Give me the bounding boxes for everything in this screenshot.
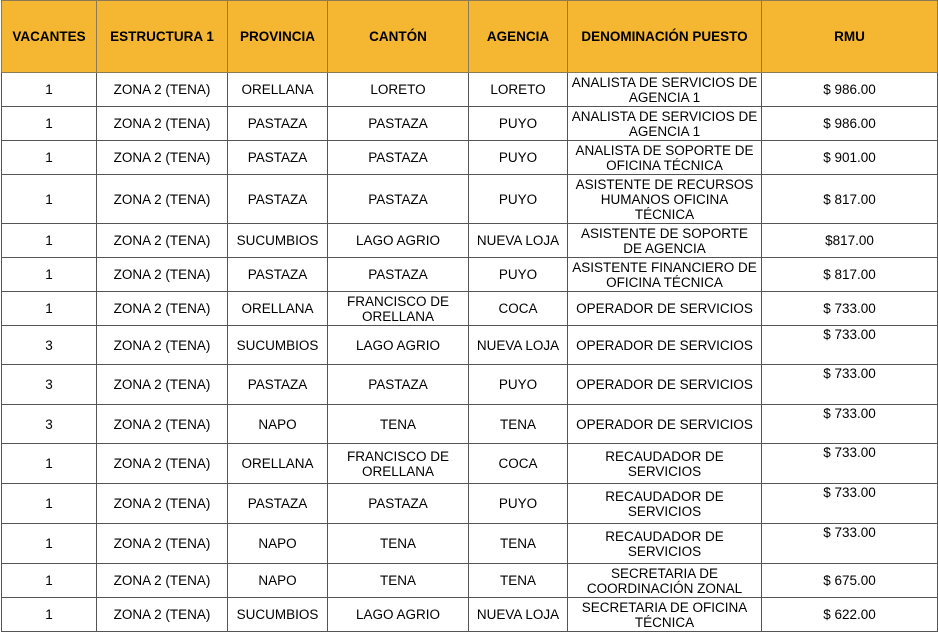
- cell-puesto: OPERADOR DE SERVICIOS: [568, 365, 762, 405]
- cell-provincia: ORELLANA: [228, 73, 328, 107]
- cell-estructura: ZONA 2 (TENA): [97, 326, 228, 365]
- cell-estructura: ZONA 2 (TENA): [97, 598, 228, 632]
- cell-vacantes: 1: [2, 292, 97, 326]
- cell-agencia: COCA: [469, 292, 568, 326]
- cell-rmu: $ 733.00: [762, 484, 938, 524]
- cell-agencia: COCA: [469, 444, 568, 484]
- cell-provincia: PASTAZA: [228, 175, 328, 224]
- cell-provincia: ORELLANA: [228, 292, 328, 326]
- cell-vacantes: 1: [2, 484, 97, 524]
- table-row: [2, 524, 938, 564]
- cell-provincia: PASTAZA: [228, 484, 328, 524]
- cell-agencia: PUYO: [469, 365, 568, 405]
- cell-agencia: PUYO: [469, 141, 568, 175]
- cell-puesto: RECAUDADOR DE SERVICIOS: [568, 484, 762, 524]
- cell-canton: PASTAZA: [328, 258, 469, 292]
- cell-vacantes: 1: [2, 73, 97, 107]
- cell-rmu: $ 901.00: [762, 141, 938, 175]
- cell-puesto: ASISTENTE DE SOPORTE DE AGENCIA: [568, 224, 762, 258]
- cell-provincia: NAPO: [228, 405, 328, 444]
- cell-vacantes: 1: [2, 598, 97, 632]
- header-rmu: RMU: [762, 1, 938, 73]
- cell-estructura: ZONA 2 (TENA): [97, 141, 228, 175]
- cell-estructura: ZONA 2 (TENA): [97, 484, 228, 524]
- cell-canton: LAGO AGRIO: [328, 598, 469, 632]
- table-row: [2, 484, 938, 524]
- cell-canton: LAGO AGRIO: [328, 326, 469, 365]
- cell-provincia: PASTAZA: [228, 141, 328, 175]
- cell-puesto: ANALISTA DE SERVICIOS DE AGENCIA 1: [568, 107, 762, 141]
- cell-agencia: TENA: [469, 564, 568, 598]
- cell-canton: TENA: [328, 405, 469, 444]
- cell-rmu: $ 986.00: [762, 73, 938, 107]
- table-row: [2, 365, 938, 405]
- cell-puesto: OPERADOR DE SERVICIOS: [568, 292, 762, 326]
- cell-vacantes: 1: [2, 258, 97, 292]
- cell-provincia: NAPO: [228, 524, 328, 564]
- cell-rmu: $ 622.00: [762, 598, 938, 632]
- cell-estructura: ZONA 2 (TENA): [97, 524, 228, 564]
- cell-agencia: NUEVA LOJA: [469, 598, 568, 632]
- header-agencia: AGENCIA: [469, 1, 568, 73]
- cell-vacantes: 1: [2, 444, 97, 484]
- table-body: [2, 73, 938, 632]
- cell-puesto: ASISTENTE DE RECURSOS HUMANOS OFICINA TÉCNICA: [568, 175, 762, 224]
- cell-puesto: OPERADOR DE SERVICIOS: [568, 326, 762, 365]
- cell-agencia: LORETO: [469, 73, 568, 107]
- cell-puesto: ASISTENTE FINANCIERO DE OFICINA TÉCNICA: [568, 258, 762, 292]
- cell-canton: FRANCISCO DE ORELLANA: [328, 444, 469, 484]
- cell-agencia: PUYO: [469, 175, 568, 224]
- header-denominacion: DENOMINACIÓN PUESTO: [568, 1, 762, 73]
- cell-vacantes: 1: [2, 107, 97, 141]
- cell-provincia: SUCUMBIOS: [228, 224, 328, 258]
- cell-canton: PASTAZA: [328, 365, 469, 405]
- cell-rmu: $ 733.00: [762, 524, 938, 564]
- cell-rmu: $ 986.00: [762, 107, 938, 141]
- cell-vacantes: 3: [2, 326, 97, 365]
- cell-agencia: NUEVA LOJA: [469, 326, 568, 365]
- cell-provincia: PASTAZA: [228, 107, 328, 141]
- cell-vacantes: 1: [2, 141, 97, 175]
- cell-puesto: OPERADOR DE SERVICIOS: [568, 405, 762, 444]
- cell-agencia: PUYO: [469, 107, 568, 141]
- cell-vacantes: 1: [2, 224, 97, 258]
- header-canton: CANTÓN: [328, 1, 469, 73]
- cell-estructura: ZONA 2 (TENA): [97, 292, 228, 326]
- cell-vacantes: 1: [2, 524, 97, 564]
- cell-rmu: $ 733.00: [762, 405, 938, 444]
- cell-vacantes: 1: [2, 175, 97, 224]
- cell-agencia: PUYO: [469, 484, 568, 524]
- vacancies-table: [1, 0, 938, 632]
- cell-provincia: SUCUMBIOS: [228, 326, 328, 365]
- cell-puesto: ANALISTA DE SOPORTE DE OFICINA TÉCNICA: [568, 141, 762, 175]
- table-row: [2, 292, 938, 326]
- cell-agencia: TENA: [469, 405, 568, 444]
- cell-provincia: PASTAZA: [228, 365, 328, 405]
- cell-puesto: RECAUDADOR DE SERVICIOS: [568, 444, 762, 484]
- cell-estructura: ZONA 2 (TENA): [97, 107, 228, 141]
- cell-canton: PASTAZA: [328, 175, 469, 224]
- table-row: [2, 73, 938, 107]
- table-row: [2, 175, 938, 224]
- cell-rmu: $ 817.00: [762, 175, 938, 224]
- table-row: [2, 224, 938, 258]
- cell-rmu: $ 733.00: [762, 444, 938, 484]
- cell-provincia: NAPO: [228, 564, 328, 598]
- cell-estructura: ZONA 2 (TENA): [97, 258, 228, 292]
- cell-canton: PASTAZA: [328, 141, 469, 175]
- cell-canton: PASTAZA: [328, 107, 469, 141]
- cell-provincia: PASTAZA: [228, 258, 328, 292]
- cell-estructura: ZONA 2 (TENA): [97, 405, 228, 444]
- table-row: [2, 258, 938, 292]
- cell-canton: FRANCISCO DE ORELLANA: [328, 292, 469, 326]
- cell-estructura: ZONA 2 (TENA): [97, 224, 228, 258]
- header-vacantes: VACANTES: [2, 1, 97, 73]
- table-row: [2, 326, 938, 365]
- table-row: [2, 598, 938, 632]
- table-row: [2, 405, 938, 444]
- cell-vacantes: 3: [2, 365, 97, 405]
- cell-puesto: RECAUDADOR DE SERVICIOS: [568, 524, 762, 564]
- table-row: [2, 564, 938, 598]
- cell-vacantes: 1: [2, 564, 97, 598]
- cell-rmu: $817.00: [762, 224, 938, 258]
- cell-estructura: ZONA 2 (TENA): [97, 73, 228, 107]
- cell-rmu: $ 817.00: [762, 258, 938, 292]
- cell-agencia: NUEVA LOJA: [469, 224, 568, 258]
- cell-rmu: $ 675.00: [762, 564, 938, 598]
- cell-vacantes: 3: [2, 405, 97, 444]
- cell-estructura: ZONA 2 (TENA): [97, 175, 228, 224]
- cell-estructura: ZONA 2 (TENA): [97, 365, 228, 405]
- cell-canton: LAGO AGRIO: [328, 224, 469, 258]
- cell-rmu: $ 733.00: [762, 326, 938, 365]
- table-row: [2, 141, 938, 175]
- cell-rmu: $ 733.00: [762, 365, 938, 405]
- cell-canton: TENA: [328, 524, 469, 564]
- cell-agencia: PUYO: [469, 258, 568, 292]
- table-row: [2, 444, 938, 484]
- header-row: [2, 1, 938, 73]
- cell-estructura: ZONA 2 (TENA): [97, 444, 228, 484]
- cell-puesto: SECRETARIA DE COORDINACIÓN ZONAL: [568, 564, 762, 598]
- cell-rmu: $ 733.00: [762, 292, 938, 326]
- cell-canton: PASTAZA: [328, 484, 469, 524]
- cell-provincia: ORELLANA: [228, 444, 328, 484]
- cell-canton: LORETO: [328, 73, 469, 107]
- header-estructura: ESTRUCTURA 1: [97, 1, 228, 73]
- cell-canton: TENA: [328, 564, 469, 598]
- header-provincia: PROVINCIA: [228, 1, 328, 73]
- cell-estructura: ZONA 2 (TENA): [97, 564, 228, 598]
- cell-puesto: ANALISTA DE SERVICIOS DE AGENCIA 1: [568, 73, 762, 107]
- cell-provincia: SUCUMBIOS: [228, 598, 328, 632]
- cell-puesto: SECRETARIA DE OFICINA TÉCNICA: [568, 598, 762, 632]
- cell-agencia: TENA: [469, 524, 568, 564]
- table-row: [2, 107, 938, 141]
